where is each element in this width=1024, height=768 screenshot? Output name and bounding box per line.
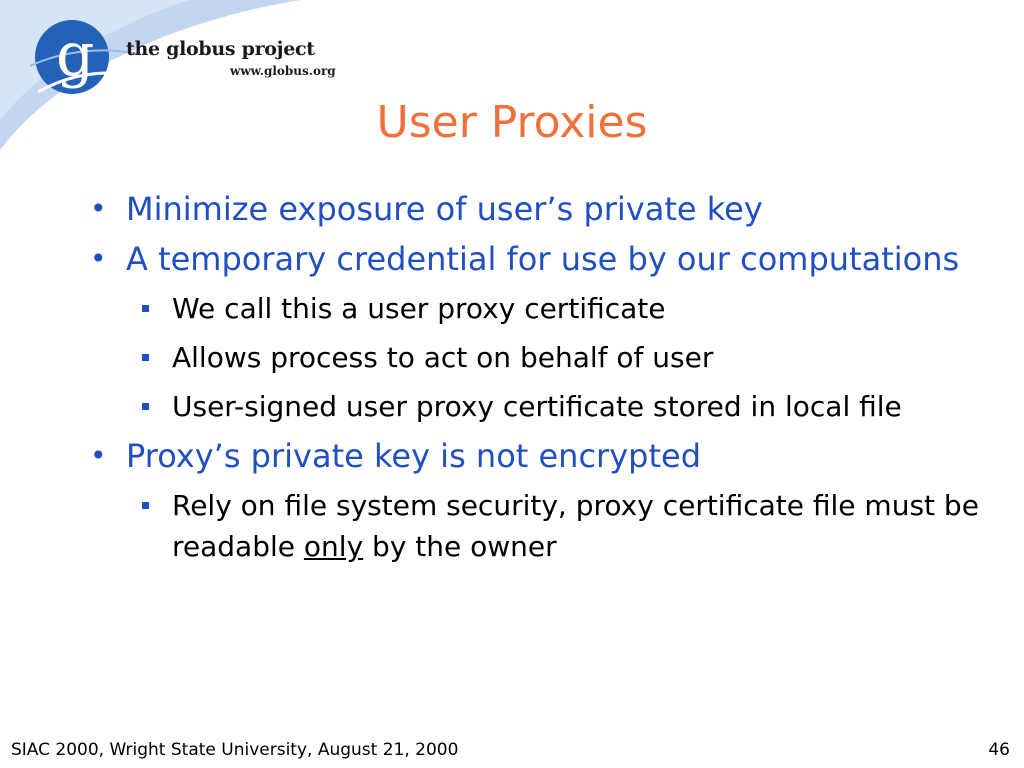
logo-glyph: g [56,20,95,90]
logo-name: the globus project [126,38,315,60]
bullet-dot-icon: • [90,242,107,275]
bullet-level1 [86,238,986,280]
sub-bullet-text-before: Rely on file system security, proxy certificate file must be readable [172,489,979,563]
square-bullet-icon [142,305,149,312]
square-bullet-icon [142,354,149,361]
bullet-dot-icon: • [90,439,107,472]
sub-bullet-text: We call this a user proxy certificate [172,292,666,325]
bullet-text: Proxy’s private key is not encrypted [126,437,701,475]
sub-bullet-text-after: by the owner [363,530,557,563]
bullet-level2 [86,337,986,378]
bullet-level2 [86,485,986,567]
bullet-level2 [86,288,986,329]
sub-bullet-text: Allows process to act on behalf of user [172,341,714,374]
bullet-text: A temporary credential for use by our computations [126,240,960,278]
emphasis-underlined: only [303,530,364,563]
sub-bullet-text: User-signed user proxy certificate stored in local file [172,390,902,423]
logo-url: www.globus.org [230,64,336,78]
bullet-level1 [86,435,986,477]
bullet-text: Minimize exposure of user’s private key [126,190,763,228]
bullet-dot-icon: • [90,192,107,225]
bullet-level2 [86,386,986,427]
square-bullet-icon [142,403,149,410]
footer-text: SIAC 2000, Wright State University, August 21, 2000 [11,740,459,760]
slide-content [86,188,986,575]
bullet-level1 [86,188,986,230]
slide-title: User Proxies [376,97,648,148]
sub-bullet-text [172,489,979,563]
square-bullet-icon [142,502,149,509]
page-number: 46 [988,740,1010,760]
